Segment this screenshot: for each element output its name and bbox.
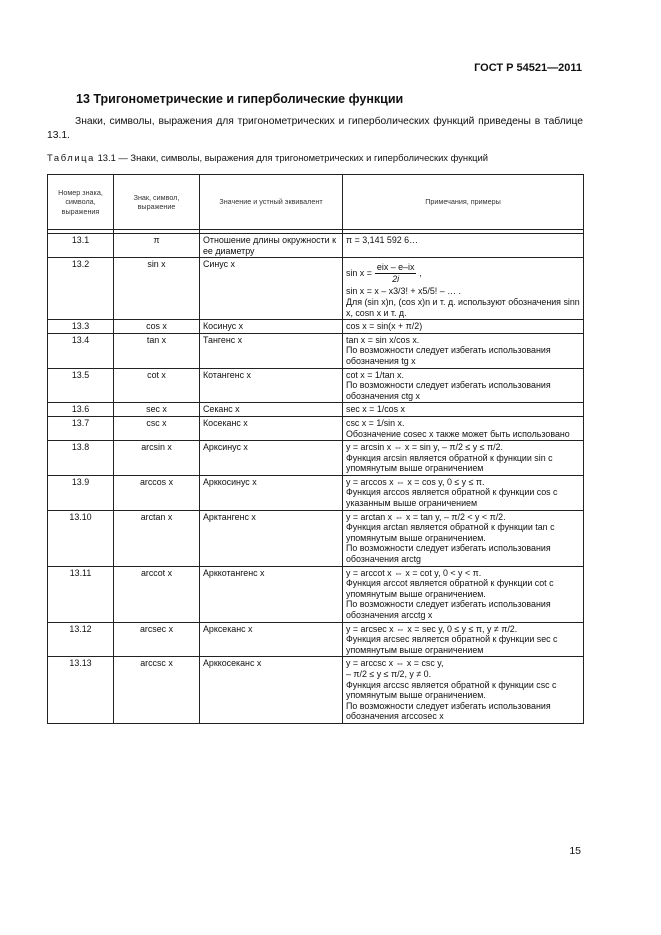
table-row	[48, 566, 584, 622]
row-symbol: arcsec x	[114, 622, 200, 657]
row-notes	[343, 510, 584, 566]
standard-designation: ГОСТ Р 54521—2011	[474, 62, 582, 74]
note-line: По возможности следует избегать использования обозначения ctg x	[346, 380, 551, 401]
row-notes	[343, 566, 584, 622]
row-number: 13.4	[48, 333, 114, 368]
sin-formula-lhs: sin x =	[346, 267, 372, 278]
note-line: cot x = 1/tan x.	[346, 369, 404, 380]
row-number: 13.13	[48, 657, 114, 724]
note-line: y = arccot x ⇔ x = cot y, 0 < y < π.	[346, 567, 482, 578]
row-symbol: arccsc x	[114, 657, 200, 724]
note-line: По возможности следует избегать использования обозначения arccosec x	[346, 700, 551, 722]
note-line: y = arcsec x ⇔ x = sec y, 0 ≤ y ≤ π, y ≠ π/2.	[346, 623, 518, 634]
row-notes	[343, 368, 584, 403]
row-symbol: arcsin x	[114, 441, 200, 476]
row-meaning: Арккосеканс x	[200, 657, 343, 724]
note-line: cos x = sin(x + π/2)	[346, 321, 423, 332]
sin-formula-line3: Для (sin x)n, (cos x)n и т. д. используют обозначения sinn x, cosn x и т. д.	[346, 296, 580, 318]
intro-paragraph: Знаки, символы, выражения для тригонометрических и гиперболических функций приведены в таблице 13.1.	[47, 116, 583, 141]
row-meaning: Котангенс x	[200, 368, 343, 403]
sin-formula-numerator: eix – e–ix	[376, 262, 415, 273]
table-row	[48, 403, 584, 417]
row-notes	[343, 333, 584, 368]
row-notes	[343, 320, 584, 334]
row-symbol: arccot x	[114, 566, 200, 622]
note-line: Обозначение cosec x также может быть использовано	[346, 428, 570, 439]
note-line: По возможности следует избегать использования обозначения arcctg x	[346, 599, 551, 620]
row-notes	[343, 657, 584, 724]
note-line: По возможности следует избегать использования обозначения arctg	[346, 543, 551, 565]
header-symbol: Знак, символ, выражение	[114, 175, 200, 230]
row-meaning: Арксеканс x	[200, 622, 343, 657]
note-line: y = arccos x ⇔ x = cos y, 0 ≤ y ≤ π.	[346, 476, 485, 487]
table-row	[48, 258, 584, 320]
note-line: Функция arccos является обратной к функции cos с указанным выше ограничением	[346, 487, 558, 509]
row-number: 13.6	[48, 403, 114, 417]
functions-table	[47, 174, 584, 724]
row-number: 13.5	[48, 368, 114, 403]
row-meaning: Арктангенс x	[200, 510, 343, 566]
row-meaning: Арккосинус x	[200, 475, 343, 510]
row-number: 13.7	[48, 416, 114, 440]
row-symbol: csc x	[114, 416, 200, 440]
table-row	[48, 416, 584, 440]
row-meaning: Синус x	[200, 258, 343, 320]
sin-formula-denominator: 2i	[392, 273, 400, 284]
note-line: Функция arccot является обратной к функции cot с упомянутым выше ограничением.	[346, 578, 554, 599]
sin-formula: sin x = $\frac{\text{eix – e–ix}}{2i}$ ,	[346, 262, 422, 284]
row-symbol: sec x	[114, 403, 200, 417]
row-notes	[343, 234, 584, 258]
note-line: Функция arcsec является обратной к функции sec с упомянутым выше ограничением	[346, 634, 558, 655]
note-line: tan x = sin x/cos x.	[346, 334, 420, 345]
row-number: 13.8	[48, 441, 114, 476]
row-meaning: Косинус x	[200, 320, 343, 334]
sin-formula-line2: sin x = x – x3/3! + x5/5! – … .	[346, 286, 461, 297]
note-line: y = arccsc x ⇔ x = csc y,	[346, 658, 444, 669]
row-meaning: Арккотангенс x	[200, 566, 343, 622]
row-number: 13.2	[48, 258, 114, 320]
header-meaning: Значение и устный эквивалент	[200, 175, 343, 230]
row-meaning: Арксинус x	[200, 441, 343, 476]
header-notes: Примечания, примеры	[343, 175, 584, 230]
note-line: y = arctan x ⇔ x = tan y, – π/2 < y < π/2.	[346, 511, 506, 522]
row-meaning: Отношение длины окружности к ее диаметру	[200, 234, 343, 258]
row-number: 13.1	[48, 234, 114, 258]
note-line: – π/2 ≤ y ≤ π/2, y ≠ 0.	[346, 668, 432, 679]
table-row	[48, 234, 584, 258]
row-meaning: Косеканс x	[200, 416, 343, 440]
row-number: 13.12	[48, 622, 114, 657]
table-header-row	[48, 175, 584, 230]
row-symbol: tan x	[114, 333, 200, 368]
row-notes	[343, 622, 584, 657]
section-title: 13 Тригонометрические и гиперболические функции	[76, 92, 404, 106]
row-symbol: cot x	[114, 368, 200, 403]
table-row	[48, 622, 584, 657]
row-notes	[343, 416, 584, 440]
row-meaning: Тангенс x	[200, 333, 343, 368]
note-line: y = arcsin x ⇔ x = sin y, – π/2 ≤ y ≤ π/2.	[346, 442, 503, 453]
row-number: 13.10	[48, 510, 114, 566]
table-body	[48, 234, 584, 724]
table-caption-label: Таблица	[47, 152, 95, 163]
header-number: Номер знака, символа, выражения	[48, 175, 114, 230]
row-number: 13.9	[48, 475, 114, 510]
note-line: Функция arctan является обратной к функции tan с упомянутым выше ограничением.	[346, 522, 555, 543]
table-row	[48, 510, 584, 566]
note-line: sec x = 1/cos x	[346, 404, 405, 415]
row-number: 13.11	[48, 566, 114, 622]
note-line: π = 3,141 592 6…	[346, 235, 418, 245]
row-notes	[343, 258, 584, 320]
row-notes	[343, 403, 584, 417]
table-caption	[47, 152, 488, 163]
row-symbol: arctan x	[114, 510, 200, 566]
row-symbol: sin x	[114, 258, 200, 320]
table-row	[48, 657, 584, 724]
row-meaning: Секанс x	[200, 403, 343, 417]
note-line: По возможности следует избегать использования обозначения tg x	[346, 345, 551, 366]
page-number: 15	[569, 845, 581, 857]
row-symbol: cos x	[114, 320, 200, 334]
table-row	[48, 368, 584, 403]
row-number: 13.3	[48, 320, 114, 334]
note-line: csc x = 1/sin x.	[346, 417, 405, 428]
note-line: Функция arccsc является обратной к функции csc с упомянутым выше ограничением.	[346, 679, 557, 701]
table-row	[48, 441, 584, 476]
table-row	[48, 475, 584, 510]
row-notes	[343, 475, 584, 510]
sin-formula-fraction	[375, 262, 417, 284]
table-caption-text: 13.1 — Знаки, символы, выражения для тригонометрических и гиперболических функций	[97, 152, 489, 163]
row-symbol: π	[114, 234, 200, 258]
row-symbol: arccos x	[114, 475, 200, 510]
note-line: Функция arcsin является обратной к функции sin с упомянутым выше ограничением	[346, 452, 553, 474]
table-row	[48, 333, 584, 368]
row-notes	[343, 441, 584, 476]
table-row	[48, 320, 584, 334]
